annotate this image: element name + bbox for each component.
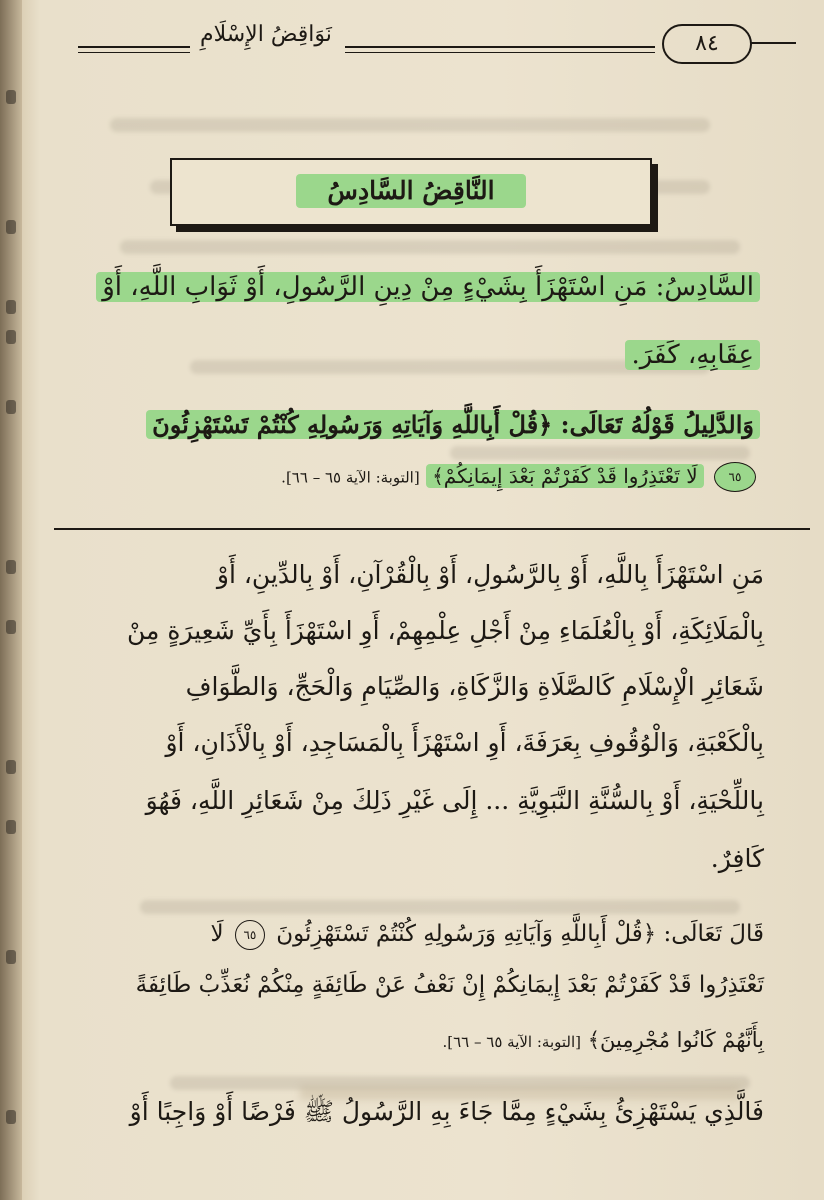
evidence-text-2: لَا تَعْتَذِرُوا قَدْ كَفَرْتُمْ بَعْدَ إِيمَانِكُمْ﴾ [426, 464, 704, 488]
quote-text-1-end: لَا [210, 921, 224, 947]
page-header [40, 18, 810, 68]
evidence-reference: [التوبة: الآية ٦٥ – ٦٦]. [281, 468, 420, 487]
evidence-text-1: وَالدَّلِيلُ قَوْلُهُ تَعَالَى: ﴿قُلْ أَبِاللَّهِ وَآيَاتِهِ وَرَسُولِهِ كُنْتُمْ تَسْتَهْزِئُونَ [146, 410, 760, 439]
quote-line-2: تَعْتَذِرُوا قَدْ كَفَرْتُمْ بَعْدَ إِيمَانِكُمْ إِنْ نَعْفُ عَنْ طَائِفَةٍ مِنْكُمْ نُعَذِّبْ طَائِفَةً [135, 972, 764, 998]
body-last-line: فَالَّذِي يَسْتَهْزِئُ بِشَيْءٍ مِمَّا جَاءَ بِهِ الرَّسُولُ ﷺ فَرْضًا أَوْ وَاجِبًا أَوْ [129, 1097, 764, 1126]
body-line-2: بِالْمَلَائِكَةِ، أَوْ بِالْعُلَمَاءِ مِنْ أَجْلِ عِلْمِهِمْ، أَوِ اسْتَهْزَأَ بِأَيِّ شَعِيرَةٍ مِنْ [127, 616, 764, 645]
header-rule-left [78, 46, 190, 48]
quote-text-3: بِأَنَّهُمْ كَانُوا مُجْرِمِينَ﴾ [587, 1028, 764, 1052]
definition-text-2: عِقَابِهِ، كَفَرَ. [625, 340, 760, 370]
body-line-6: كَافِرٌ. [710, 844, 764, 873]
quote-reference: [التوبة: الآية ٦٥ – ٦٦]. [442, 1033, 582, 1051]
adjacent-page-edge [0, 0, 22, 1200]
evidence-line-2 [281, 462, 760, 492]
page-number: ٨٤ [662, 24, 752, 64]
section-title: النَّاقِضُ السَّادِسُ [296, 174, 526, 208]
running-title: نَوَاقِضُ الإِسْلَامِ [200, 22, 332, 47]
ayah-number-marker: ٦٥ [714, 462, 756, 492]
evidence-line-1 [146, 410, 760, 439]
body-line-3: شَعَائِرِ الْإِسْلَامِ كَالصَّلَاةِ وَالزَّكَاةِ، وَالصِّيَامِ وَالْحَجِّ، وَالطَّوَافِ [185, 672, 764, 701]
definition-line-2 [625, 340, 760, 370]
header-rule-right [345, 46, 655, 48]
header-rule-end [750, 42, 796, 44]
definition-text-1: السَّادِسُ: مَنِ اسْتَهْزَأَ بِشَيْءٍ مِنْ دِينِ الرَّسُولِ، أَوْ ثَوَابِ اللَّهِ، أَوْ [96, 272, 760, 302]
section-heading-box [170, 158, 652, 226]
body-line-4: بِالْكَعْبَةِ، وَالْوُقُوفِ بِعَرَفَةَ، أَوِ اسْتَهْزَأَ بِالْمَسَاجِدِ، أَوْ بِالْأَذَانِ، أَوْ [165, 728, 764, 757]
quote-line-1 [44, 920, 764, 950]
quote-text-1: قَالَ تَعَالَى: ﴿قُلْ أَبِاللَّهِ وَآيَاتِهِ وَرَسُولِهِ كُنْتُمْ تَسْتَهْزِئُونَ [276, 921, 764, 947]
ayah-number-marker: ٦٥ [235, 920, 265, 950]
section-divider [54, 528, 810, 530]
definition-line-1 [96, 272, 760, 302]
body-line-1: مَنِ اسْتَهْزَأَ بِاللَّهِ، أَوْ بِالرَّسُولِ، أَوْ بِالْقُرْآنِ، أَوْ بِالدِّينِ، أَوْ [216, 560, 764, 589]
quote-line-3 [44, 1028, 764, 1052]
body-line-5: بِاللِّحْيَةِ، أَوْ بِالسُّنَّةِ النَّبَوِيَّةِ ... إِلَى غَيْرِ ذَلِكَ مِنْ شَعَائِرِ اللَّهِ، فَهُوَ [145, 786, 764, 815]
